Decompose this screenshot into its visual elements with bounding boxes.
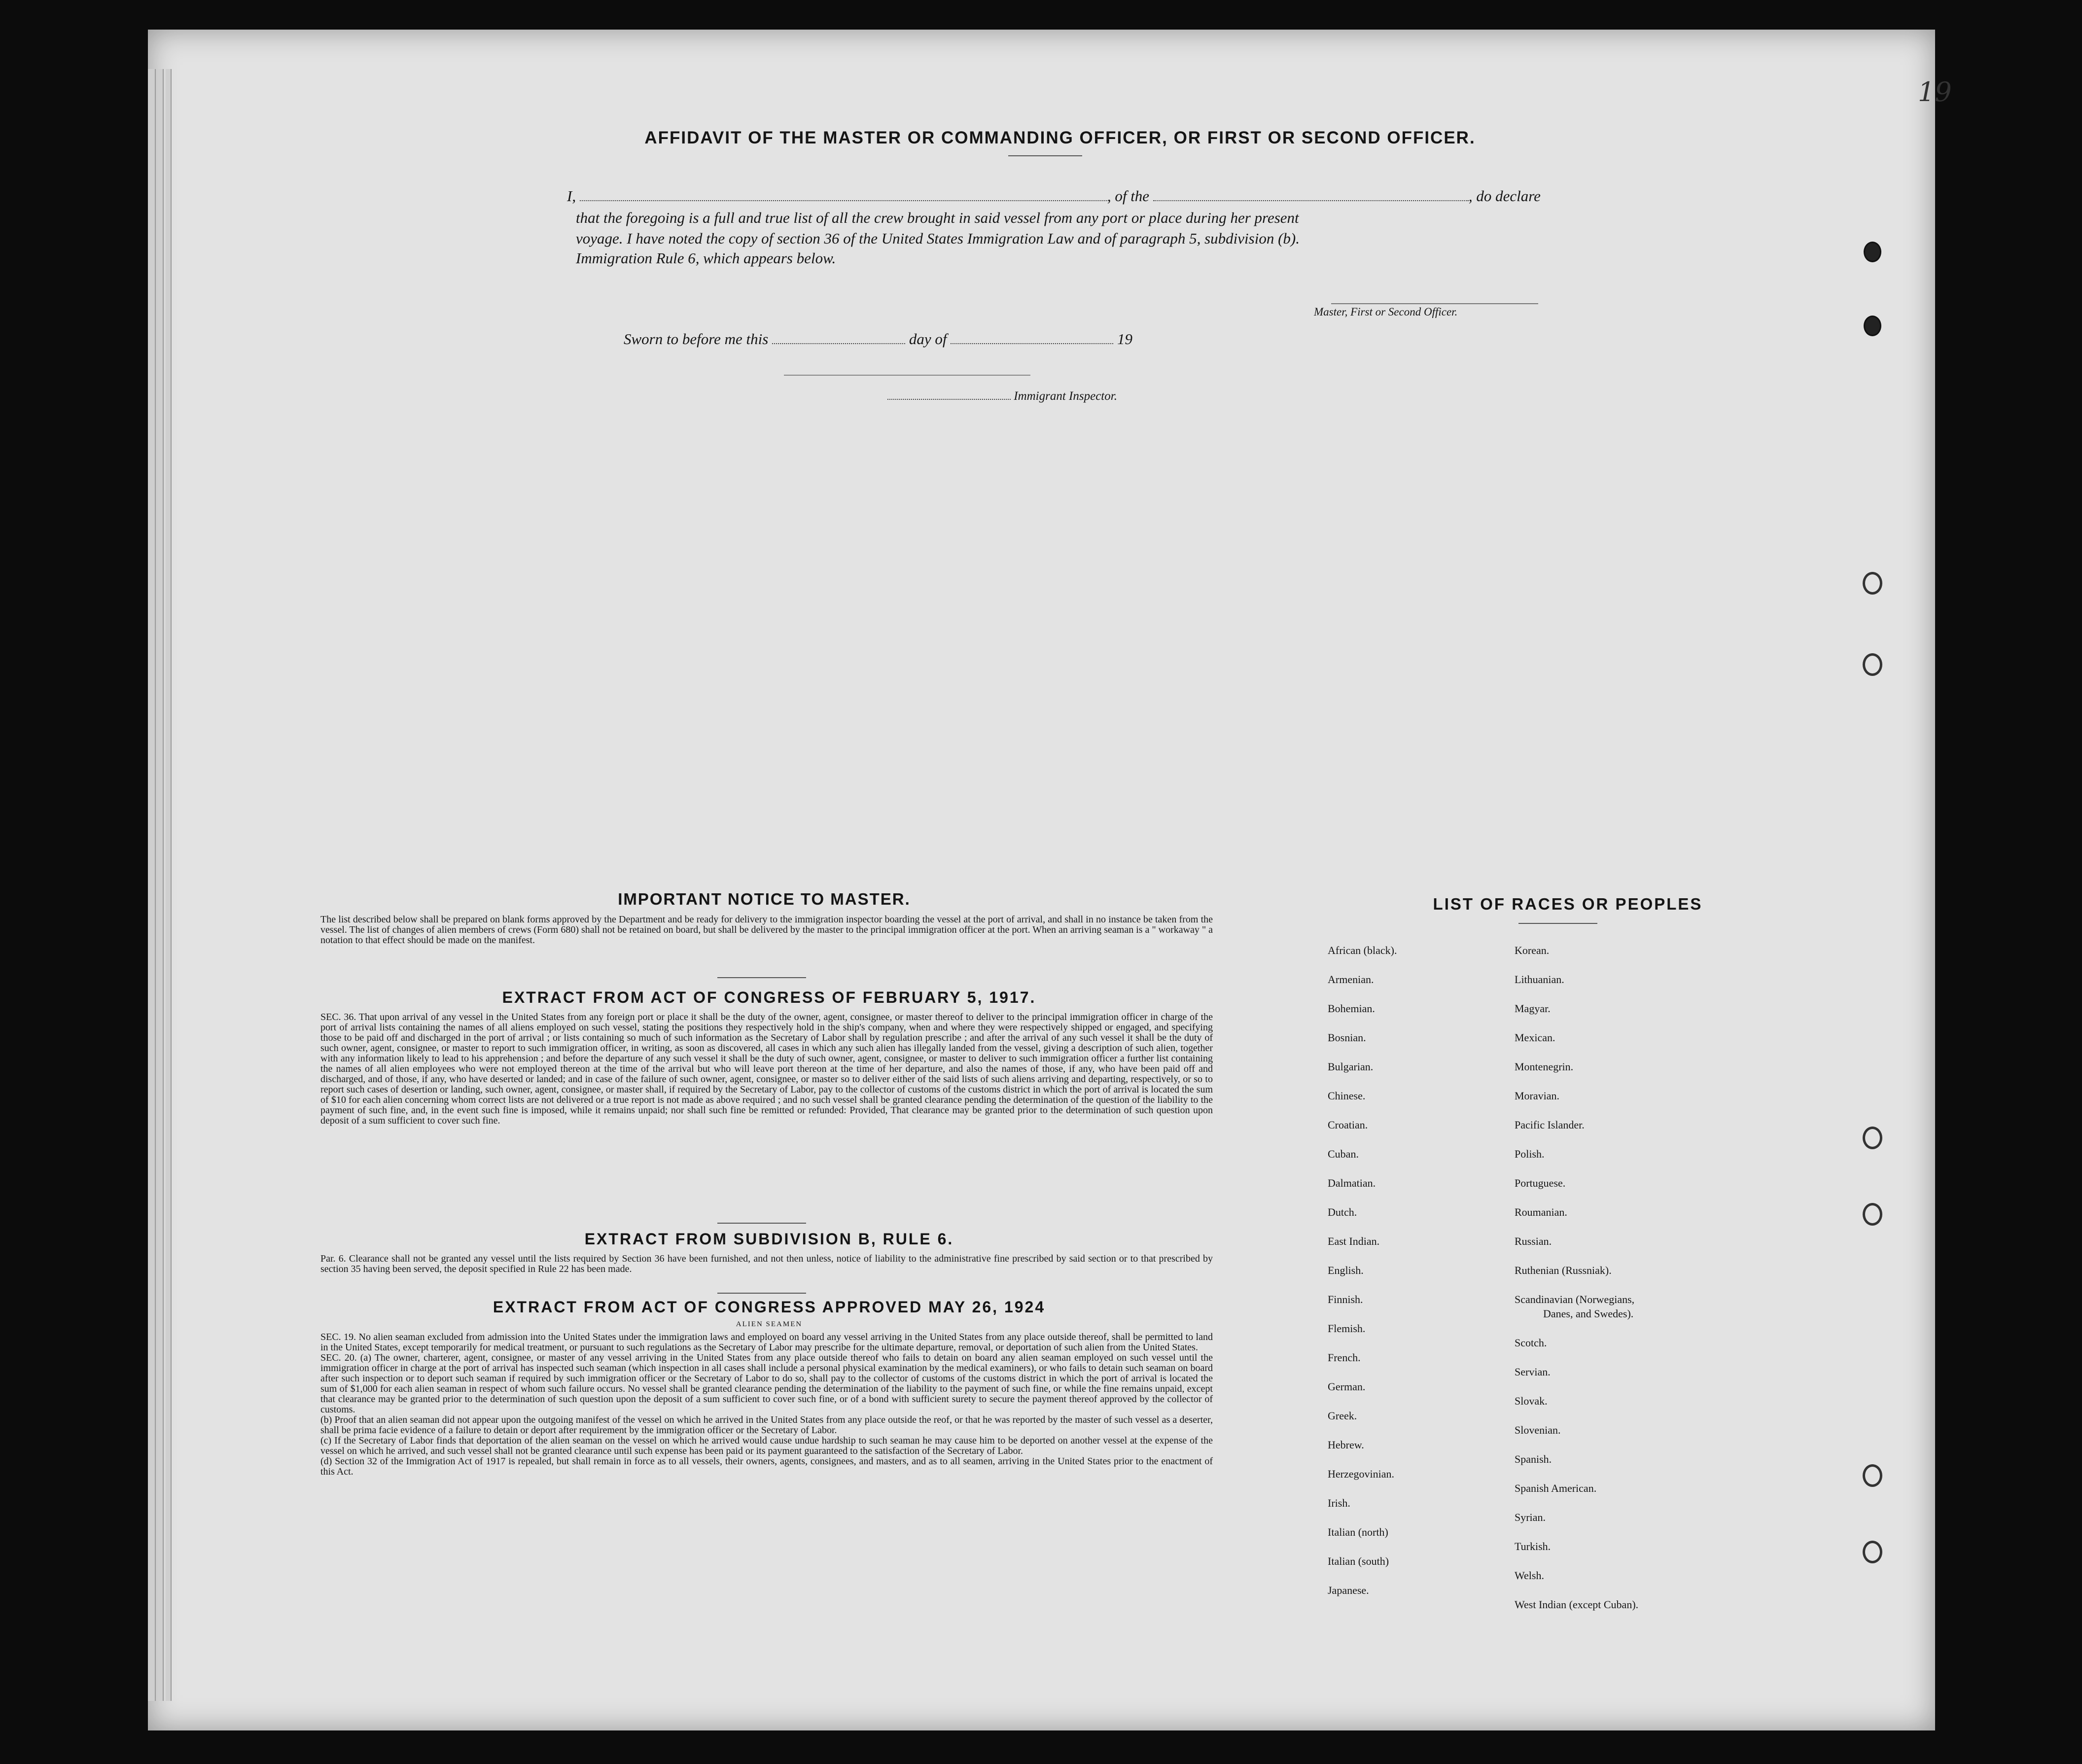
page-edge — [148, 69, 156, 1701]
affidavit-line4: Immigration Rule 6, which appears below. — [576, 249, 836, 267]
inspector-label: Immigrant Inspector. — [1014, 389, 1117, 403]
document-page — [148, 30, 1952, 1730]
race-item: Bosnian. — [1328, 1031, 1366, 1044]
extract3-paragraph: (d) Section 32 of the Immigration Act of 1917 is repealed, but shall remain in force as to all vessels, their owners, agents, consignees, and masters, and as to all seamen, arriving in the United States prior to the enactment of this Act. — [320, 1456, 1213, 1477]
divider — [1518, 923, 1597, 924]
race-item: African (black). — [1328, 944, 1397, 956]
affidavit-line1 — [567, 187, 1686, 205]
race-item: Mexican. — [1515, 1031, 1555, 1044]
race-item: Armenian. — [1328, 973, 1374, 986]
extract3-paragraph: SEC. 19. No alien seaman excluded from admission into the United States under the immigration laws and employed on board any vessel arriving in the United States from any place outside thereof, shall be permitted to land in the United States, except temporarily for medical treatment, or pursuant to such regulations as the Secretary of Labor may prescribe for the ultimate departure, removal, or deportation of such alien from the United States. — [320, 1332, 1213, 1353]
divider — [717, 1223, 806, 1224]
race-item: Italian (north) — [1328, 1526, 1388, 1538]
race-item: Scandinavian (Norwegians, — [1515, 1293, 1635, 1305]
extract1-body: SEC. 36. That upon arrival of any vessel in the United States from any foreign port or place it shall be the duty of the owner, agent, consignee, or master thereof to deliver to the principal immigration officer in charge of the port of arrival lists containing the names of all aliens employed on such vessel, stating the positions they respectively hold in the ship's company, when and where they were respectively shipped or engaged, and specifying those to be paid off and discharged in the port of arrival ; or lists containing so much of such information as the Secretary of Labor shall by regulation prescribe ; and after the arrival of any such vessel it shall be the duty of such owner, agent, consignee, or master to report to such immigration officer, in writing, as soon as discovered, all cases in which any such alien has illegally landed from the vessel, giving a description of such alien, together with any information likely to lead to his apprehension ; and before the departure of any such vessel it shall be the duty of such owner, agent, consignee, or master to deliver to such immigration officer a further list containing the names of all alien employees who were not employed thereon at the time of the arrival but who will leave port thereon at the time of her departure, and also the names of those, if any, who have been paid off and discharged, and of those, if any, who have deserted or landed; and in case of the failure of such owner, agent, consignee, or master so to deliver either of the said lists of such aliens arriving and departing, respectively, or so to report such cases of desertion or landing, such owner, agent, consignee, or master shall, if required by the Secretary of Labor, pay to the collector of customs of the customs district in which the port of arrival is located the sum of $10 for each alien concerning whom correct lists are not delivered or a true report is not made as above required ; and no such vessel shall be granted clearance pending the determination of the question of the liability to the payment of such fine, and, in the event such fine is imposed, while it remains unpaid; nor shall such fine be remitted or refunded: Provided, That clearance may be granted prior to the determination of such question upon deposit of a sum sufficient to cover such fine. — [320, 1012, 1213, 1126]
race-item: Finnish. — [1328, 1293, 1363, 1305]
race-item: Slovenian. — [1515, 1424, 1561, 1436]
race-item: Magyar. — [1515, 1002, 1551, 1015]
race-item: Polish. — [1515, 1148, 1545, 1160]
race-item: Portuguese. — [1515, 1177, 1566, 1189]
race-item: German. — [1328, 1380, 1366, 1393]
race-item: English. — [1328, 1264, 1364, 1276]
divider — [717, 977, 806, 978]
page-edge — [166, 69, 172, 1701]
extract3-title: EXTRACT FROM ACT OF CONGRESS APPROVED MAY 26, 1924 — [493, 1298, 1046, 1316]
race-item: Cuban. — [1328, 1148, 1359, 1160]
sworn-label: Sworn to before me this — [624, 330, 769, 348]
page-number: 19 — [1918, 76, 1952, 107]
inspector-signature-line — [784, 375, 1030, 376]
day-blank — [772, 342, 905, 344]
notice-body: The list described below shall be prepared on blank forms approved by the Department and be ready for delivery to the immigration inspector boarding the vessel at the port of arrival, and shall in no instance be taken from the vessel. The list of changes of alien members of crews (Form 680) shall not be retained on board, but shall be delivered by the master to the principal immigration officer at the port. When an arriving seaman is a " workaway " a notation to that effect should be made on the manifest. — [320, 914, 1213, 946]
race-item: Scotch. — [1515, 1337, 1547, 1349]
signature-line — [1331, 303, 1538, 304]
divider — [1008, 155, 1082, 156]
affidavit-title: AFFIDAVIT OF THE MASTER OR COMMANDING OFFICER, OR FIRST OR SECOND OFFICER. — [644, 128, 1476, 147]
year-label: 19 — [1117, 330, 1132, 348]
inspector-blank — [887, 398, 1011, 400]
binder-hole — [1863, 1127, 1882, 1149]
binder-hole — [1864, 242, 1881, 262]
page-edge — [158, 69, 164, 1701]
race-item: Flemish. — [1328, 1322, 1366, 1335]
race-item: Roumanian. — [1515, 1206, 1567, 1218]
extract2-body: Par. 6. Clearance shall not be granted any vessel until the lists required by Section 36 have been furnished, and not then unless, notice of liability to the administrative fine prescribed by said section or to that prescribed by section 35 having been served, the deposit specified in Rule 22 has been made. — [320, 1253, 1213, 1274]
race-item: Italian (south) — [1328, 1555, 1389, 1567]
race-item: Ruthenian (Russniak). — [1515, 1264, 1612, 1276]
race-item: Chinese. — [1328, 1090, 1366, 1102]
race-item: Bulgarian. — [1328, 1060, 1374, 1073]
race-item: Pacific Islander. — [1515, 1119, 1585, 1131]
i-label: I, — [567, 187, 576, 205]
day-of-label: day of — [909, 330, 947, 348]
race-item: West Indian (except Cuban). — [1515, 1598, 1639, 1611]
extract1-title: EXTRACT FROM ACT OF CONGRESS OF FEBRUARY 5, 1917. — [502, 988, 1036, 1006]
sworn-line — [624, 330, 1132, 348]
binder-hole — [1863, 1541, 1882, 1563]
binder-hole — [1864, 316, 1881, 336]
race-item: Danes, and Swedes). — [1543, 1307, 1634, 1320]
race-item: Croatian. — [1328, 1119, 1368, 1131]
extract3-paragraph: SEC. 20. (a) The owner, charterer, agent, consignee, or master of any vessel arriving in the United States from any place outside thereof who fails to detain on board any alien seaman employed on such vessel until the immigration officer in charge at the port of arrival has inspected such seaman (which inspection in all cases shall include a personal physical examination by the medical examiners), or who fails to detain such seaman on board after such inspection or to deport such seaman if required by such immigration officer or the Secretary of Labor to do so, shall pay to the collector of customs of the customs district in which the port of arrival is located the sum of $1,000 for each alien seaman in respect of whom such failure occurs. No vessel shall be granted clearance pending the determination of the liability to the payment of such fine, or while the fine remains unpaid, except that clearance may be granted prior to the determination of such question upon the deposit of a sum sufficient to cover such fine, or of a bond with sufficient surety to secure the payment thereof approved by the collector of customs. — [320, 1352, 1213, 1415]
extract3-body — [320, 1332, 1213, 1477]
extract3-paragraph: (c) If the Secretary of Labor finds that deportation of the alien seaman on the vessel on which he arrived would cause undue hardship to such seaman he may cause him to be deported on another vessel at the expense of the vessel on which he arrived, and such vessel shall not be granted clearance until such expense has been paid or its payment guaranteed to the satisfaction of the Secretary of Labor. — [320, 1435, 1213, 1456]
race-item: Lithuanian. — [1515, 973, 1564, 986]
race-item: Montenegrin. — [1515, 1060, 1574, 1073]
race-item: Herzegovinian. — [1328, 1468, 1394, 1480]
races-title: LIST OF RACES OR PEOPLES — [1433, 895, 1703, 913]
extract3-paragraph: (b) Proof that an alien seaman did not appear upon the outgoing manifest of the vessel on which he arrived in the United States from any place outside the reof, or that he was reported by the master of such vessel as a deserter, shall be prima facie evidence of a failure to detain or deport after requirement by the immigration officer or the Secretary of Labor. — [320, 1414, 1213, 1436]
vessel-blank — [1153, 199, 1469, 201]
race-item: French. — [1328, 1351, 1361, 1364]
binder-hole — [1863, 1203, 1882, 1226]
race-item: Irish. — [1328, 1497, 1350, 1509]
race-item: Syrian. — [1515, 1511, 1546, 1523]
race-item: Korean. — [1515, 944, 1550, 956]
inspector-line — [887, 389, 1117, 403]
race-item: Hebrew. — [1328, 1439, 1364, 1451]
month-blank — [951, 342, 1113, 344]
race-item: Turkish. — [1515, 1540, 1551, 1552]
binder-hole — [1863, 653, 1882, 676]
declare-label: , do declare — [1468, 187, 1541, 205]
race-item: Dutch. — [1328, 1206, 1357, 1218]
race-item: Russian. — [1515, 1235, 1552, 1247]
race-item: Slovak. — [1515, 1395, 1548, 1407]
binder-hole — [1863, 572, 1882, 595]
affidavit-line2: that the foregoing is a full and true list of all the crew brought in said vessel from any port or place during her present — [576, 209, 1299, 226]
name-blank — [580, 199, 1107, 201]
extract3-subtitle: ALIEN SEAMEN — [736, 1320, 803, 1328]
divider — [717, 1293, 806, 1294]
race-item: Dalmatian. — [1328, 1177, 1376, 1189]
master-label: Master, First or Second Officer. — [1314, 306, 1458, 318]
race-item: Spanish. — [1515, 1453, 1552, 1465]
race-item: Greek. — [1328, 1410, 1357, 1422]
race-item: Moravian. — [1515, 1090, 1560, 1102]
notice-title: IMPORTANT NOTICE TO MASTER. — [618, 890, 911, 908]
race-item: Servian. — [1515, 1366, 1551, 1378]
binder-hole — [1863, 1464, 1882, 1487]
race-item: Spanish American. — [1515, 1482, 1597, 1494]
affidavit-line3: voyage. I have noted the copy of section 36 of the United States Immigration Law and of paragraph 5, subdivision (b). — [576, 230, 1300, 247]
race-item: Welsh. — [1515, 1569, 1544, 1582]
race-item: Japanese. — [1328, 1584, 1369, 1596]
of-the-label: , of the — [1107, 187, 1150, 205]
race-item: Bohemian. — [1328, 1002, 1375, 1015]
race-item: East Indian. — [1328, 1235, 1380, 1247]
extract2-title: EXTRACT FROM SUBDIVISION B, RULE 6. — [584, 1230, 954, 1248]
